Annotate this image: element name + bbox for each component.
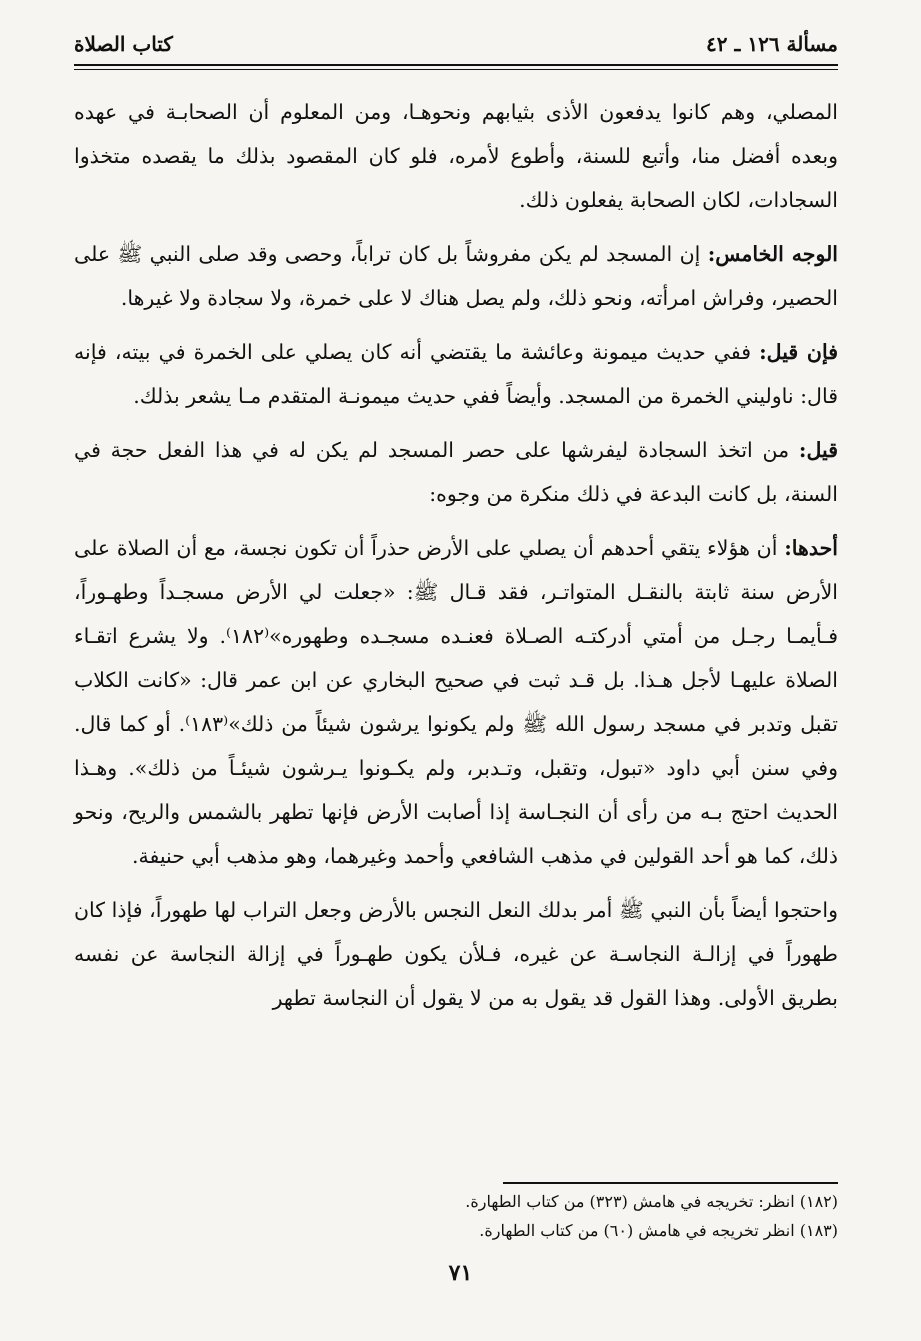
- running-header: [74, 26, 838, 62]
- header-rule-thin: [74, 69, 838, 70]
- paragraph-text: واحتجوا أيضاً بأن النبي ﷺ أمر بدلك النعل النجس بالأرض وجعل التراب لها طهوراً، فإذا كان طهوراً في إزالـة النجاسـة عن غيره، فـلأن يكون طهـوراً في إزالة النجاسة عن نفسه بطريق الأولى. وهذا القول قد يقول به من لا يقول أن النجاسة تطهر: [74, 898, 838, 1010]
- footnote-rule: [503, 1182, 838, 1184]
- paragraph-2: [74, 232, 838, 320]
- paragraph-text: إن المسجد لم يكن مفروشاً بل كان تراباً، وحصى وقد صلى النبي ﷺ على الحصير، وفراش امرأته، ونحو ذلك، ولم يصل هناك لا على خمرة، ولا سجادة ولا غيرها.: [74, 242, 838, 310]
- paragraph-text: ففي حديث ميمونة وعائشة ما يقتضي أنه كان يصلي على الخمرة في بيته، فإنه قال: ناوليني الخمرة من المسجد. وأيضاً ففي حديث ميمونـة المتقدم مـا يشعر بذلك.: [74, 340, 838, 408]
- paragraph-4: [74, 428, 838, 516]
- paragraph-lead: فإن قيل:: [759, 340, 838, 364]
- header-title: كتاب الصلاة: [74, 32, 173, 56]
- paragraph-text: أن هؤلاء يتقي أحدهم أن يصلي على الأرض حذراً أن تكون نجسة، مع أن الصلاة على الأرض سنة ثابتة بالنقـل المتواتـر، فقد قـال ﷺ: «جعلت لي الأرض مسجـداً وطهـوراً، فـأيمـا رجـل من أمتي أدركتـه الصـلاة فعنـده مسجـده وطهوره»⁽١٨٢⁾. ولا يشرع اتقـاء الصلاة عليهـا لأجل هـذا. بل قـد ثبت في صحيح البخاري عن ابن عمر قال: «كانت الكلاب تقبل وتدبر في مسجد رسول الله ﷺ ولم يكونوا يرشون شيئاً من ذلك»⁽١٨٣⁾. أو كما قال. وفي سنن أبي داود «تبول، وتقبل، وتـدبر، ولم يكـونوا يـرشون شيئـاً من ذلك». وهـذا الحديث احتج بـه من رأى أن النجـاسة إذا أصابت الأرض فإنها تطهر بالشمس والريح، ونحو ذلك، كما هو أحد القولين في مذهب الشافعي وأحمد وغيرهما، وهو مذهب أبي حنيفة.: [74, 536, 839, 868]
- paragraph-6: [74, 888, 838, 1020]
- header-rule: [74, 64, 838, 66]
- paragraph-text: من اتخذ السجادة ليفرشها على حصر المسجد لم يكن له في هذا الفعل حجة في السنة، بل كانت البدعة في ذلك منكرة من وجوه:: [74, 438, 838, 506]
- paragraph-5: [74, 526, 838, 878]
- paragraph-lead: قيل:: [798, 438, 838, 462]
- paragraph-3: [74, 330, 838, 418]
- page-number: ٧١: [448, 1260, 473, 1286]
- footnote-183: (١٨٣) انظر تخريجه في هامش (٦٠) من كتاب الطهارة.: [479, 1221, 838, 1240]
- footnotes: [74, 1187, 838, 1245]
- footnote-182: (١٨٢) انظر: تخريجه في هامش (٣٢٣) من كتاب الطهارة.: [465, 1192, 838, 1211]
- paragraph-lead: الوجه الخامس:: [707, 242, 839, 266]
- paragraph-text: المصلي، وهم كانوا يدفعون الأذى بثيابهم ونحوهـا، ومن المعلوم أن الصحابـة في عهده وبعده أفضل منا، وأتبع للسنة، وأطوع لأمره، فلو كان المقصود بذلك ما يقصده متخذوا السجادات، لكان الصحابة يفعلون ذلك.: [74, 100, 838, 212]
- paragraph-1: [74, 90, 838, 222]
- paragraph-lead: أحدها:: [784, 536, 838, 560]
- header-issue: مسألة ١٢٦ ـ ٤٢: [706, 32, 838, 56]
- main-text: [74, 90, 838, 1030]
